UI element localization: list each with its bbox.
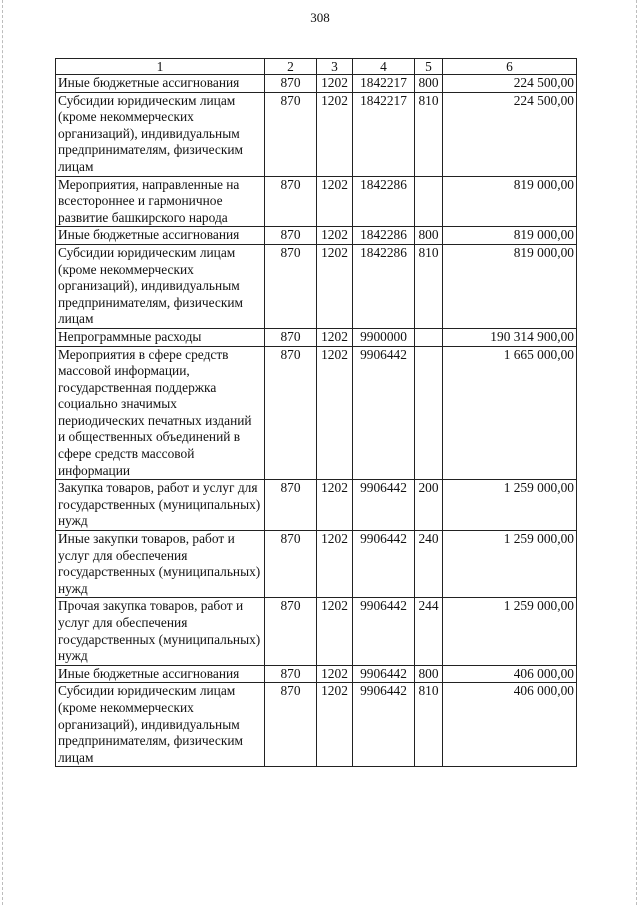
table-row	[56, 227, 577, 245]
row-name: Субсидии юридическим лицам (кроме некоммерческих организаций), индивидуальным предпринимателям, физическим лицам	[56, 244, 265, 328]
row-name: Субсидии юридическим лицам (кроме некоммерческих организаций), индивидуальным предпринимателям, физическим лицам	[56, 683, 265, 767]
table-header-row	[56, 59, 577, 75]
page-edge-right	[636, 0, 637, 905]
row-col3: 1202	[317, 346, 353, 480]
row-col4: 9906442	[353, 665, 415, 683]
column-header-2: 2	[265, 59, 317, 75]
row-amount: 819 000,00	[443, 176, 577, 227]
row-amount: 224 500,00	[443, 75, 577, 93]
row-name: Закупка товаров, работ и услуг для государственных (муниципальных) нужд	[56, 480, 265, 531]
row-col3: 1202	[317, 665, 353, 683]
row-col3: 1202	[317, 176, 353, 227]
row-col2: 870	[265, 665, 317, 683]
page-number: 308	[310, 10, 330, 25]
row-col5: 240	[415, 531, 443, 598]
row-col2: 870	[265, 92, 317, 176]
row-amount: 819 000,00	[443, 227, 577, 245]
row-col3: 1202	[317, 598, 353, 665]
row-col3: 1202	[317, 683, 353, 767]
row-amount: 1 259 000,00	[443, 598, 577, 665]
row-name: Мероприятия в сфере средств массовой информации, государственная поддержка социально значимых периодических печатных изданий и общественных объединений в сфере средств массовой информации	[56, 346, 265, 480]
row-amount: 406 000,00	[443, 665, 577, 683]
budget-table	[55, 58, 577, 767]
row-col2: 870	[265, 531, 317, 598]
row-col4: 9906442	[353, 531, 415, 598]
row-name: Иные бюджетные ассигнования	[56, 75, 265, 93]
row-col3: 1202	[317, 75, 353, 93]
row-col5	[415, 328, 443, 346]
column-header-1: 1	[56, 59, 265, 75]
row-name: Мероприятия, направленные на всестороннее и гармоничное развитие башкирского народа	[56, 176, 265, 227]
row-col4: 1842217	[353, 92, 415, 176]
table-row	[56, 346, 577, 480]
row-col2: 870	[265, 346, 317, 480]
table-row	[56, 598, 577, 665]
row-col2: 870	[265, 480, 317, 531]
row-col2: 870	[265, 244, 317, 328]
row-col5: 244	[415, 598, 443, 665]
table-row	[56, 665, 577, 683]
table-row	[56, 92, 577, 176]
row-col4: 9906442	[353, 480, 415, 531]
table-row	[56, 480, 577, 531]
row-col3: 1202	[317, 531, 353, 598]
row-col2: 870	[265, 328, 317, 346]
row-col4: 1842286	[353, 227, 415, 245]
row-name: Прочая закупка товаров, работ и услуг для обеспечения государственных (муниципальных) нужд	[56, 598, 265, 665]
row-col5: 810	[415, 92, 443, 176]
row-col5: 800	[415, 227, 443, 245]
row-col4: 9900000	[353, 328, 415, 346]
row-amount: 1 665 000,00	[443, 346, 577, 480]
row-name: Иные закупки товаров, работ и услуг для обеспечения государственных (муниципальных) нужд	[56, 531, 265, 598]
row-name: Субсидии юридическим лицам (кроме некоммерческих организаций), индивидуальным предпринимателям, физическим лицам	[56, 92, 265, 176]
row-col4: 1842286	[353, 176, 415, 227]
column-header-4: 4	[353, 59, 415, 75]
table-row	[56, 75, 577, 93]
row-name: Иные бюджетные ассигнования	[56, 227, 265, 245]
row-col4: 9906442	[353, 598, 415, 665]
row-col5: 810	[415, 244, 443, 328]
column-header-3: 3	[317, 59, 353, 75]
table-row	[56, 244, 577, 328]
row-col2: 870	[265, 75, 317, 93]
table-row	[56, 683, 577, 767]
row-col3: 1202	[317, 244, 353, 328]
row-col2: 870	[265, 227, 317, 245]
table-row	[56, 531, 577, 598]
row-col5: 800	[415, 665, 443, 683]
row-amount: 190 314 900,00	[443, 328, 577, 346]
row-amount: 1 259 000,00	[443, 480, 577, 531]
row-col3: 1202	[317, 328, 353, 346]
row-col5	[415, 346, 443, 480]
column-header-5: 5	[415, 59, 443, 75]
row-col4: 9906442	[353, 346, 415, 480]
row-col4: 9906442	[353, 683, 415, 767]
row-col5	[415, 176, 443, 227]
row-amount: 224 500,00	[443, 92, 577, 176]
row-col3: 1202	[317, 227, 353, 245]
row-col2: 870	[265, 683, 317, 767]
row-col5: 800	[415, 75, 443, 93]
row-col4: 1842217	[353, 75, 415, 93]
row-col3: 1202	[317, 92, 353, 176]
row-col4: 1842286	[353, 244, 415, 328]
page-edge-left	[2, 0, 3, 905]
row-amount: 1 259 000,00	[443, 531, 577, 598]
row-col5: 810	[415, 683, 443, 767]
row-col2: 870	[265, 176, 317, 227]
row-name: Непрограммные расходы	[56, 328, 265, 346]
row-col2: 870	[265, 598, 317, 665]
row-name: Иные бюджетные ассигнования	[56, 665, 265, 683]
table-row	[56, 176, 577, 227]
column-header-6: 6	[443, 59, 577, 75]
table-row	[56, 328, 577, 346]
row-col3: 1202	[317, 480, 353, 531]
table-body	[56, 75, 577, 767]
row-amount: 819 000,00	[443, 244, 577, 328]
row-col5: 200	[415, 480, 443, 531]
row-amount: 406 000,00	[443, 683, 577, 767]
